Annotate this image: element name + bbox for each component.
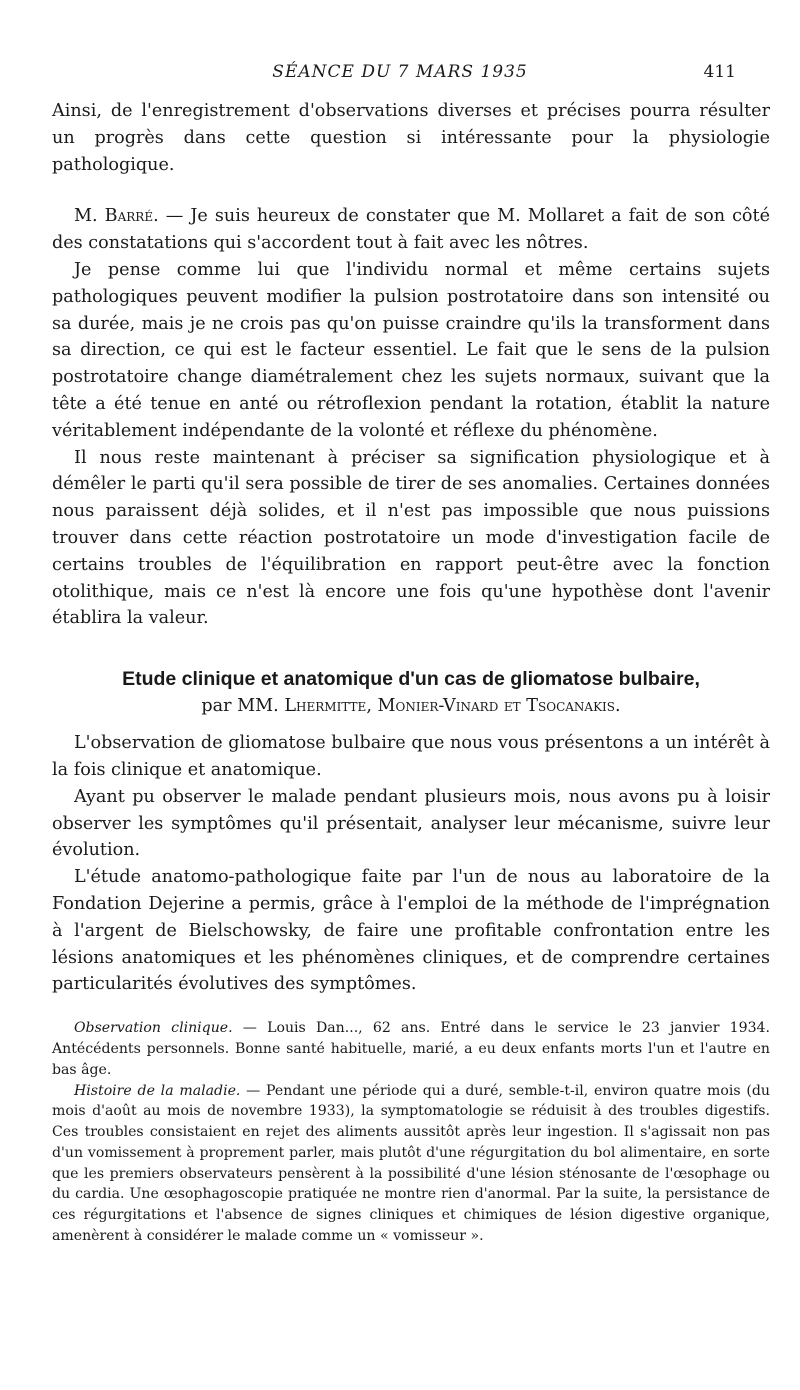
article-paragraph: Ayant pu observer le malade pendant plusieurs mois, nous avons pu à loisir observer les symptômes qu'il présentait, analyser leur mécanisme, suivre leur évolution. <box>52 786 770 861</box>
history-paragraph <box>52 1081 770 1247</box>
barre-remark <box>52 203 770 257</box>
discussion-paragraph: Je pense comme lui que l'individu normal et même certains sujets pathologiques peuvent modifier la pulsion postrotatoire dans son intensité ou sa durée, mais je ne crois pas qu'on puisse craindre qu'ils la transforment dans sa direction, ce qui est le facteur essentiel. Le fait que le sens de la pulsion postrotatoire change diamétralement chez les sujets normaux, suivant que la tête a été tenue en anté ou rétroflexion pendant la rotation, établit la nature véritablement indépendante de la volonté et réflexe du phénomène. <box>52 259 770 441</box>
authors-prefix: par MM. <box>201 696 285 717</box>
article-title: Etude clinique et anatomique d'un cas de gliomatose bulbaire, <box>122 668 700 691</box>
discussion-paragraph: Il nous reste maintenant à préciser sa signification physiologique et à démêler le parti qu'il sera possible de tirer de ses anomalies. Certaines données nous paraissent déjà solides, et il n'est pas impossible que nous puissions trouver dans cette réaction postrotatoire un mode d'investigation facile de certains troubles de l'équilibration en rapport peut-être avec la fonction otolithique, mais ce n'est là encore une fois qu'une hypothèse dont l'avenir établira la valeur. <box>52 447 770 629</box>
author-names: Lhermitte, Monier-Vinard et Tsocanakis. <box>284 696 621 717</box>
history-label: Histoire de la maladie. <box>74 1082 241 1099</box>
observation-label: Observation clinique. <box>74 1020 233 1037</box>
observation-section <box>52 1018 770 1247</box>
page-body <box>52 98 770 1247</box>
speaker-name: M. Barré. <box>74 206 159 227</box>
history-text: — Pendant une période qui a duré, semble-t-il, environ quatre mois (du mois d'août au mois de novembre 1933), la symptomatologie se réduisit à des troubles digestifs. Ces troubles consistaient en rejet des aliments aussitôt après leur ingestion. Il s'agissait non pas d'un vomissement à proprement parler, mais plutôt d'une régurgitation du bol alimentaire, en sorte que les premiers observateurs pensèrent à la possibilité d'une lésion sténosante de l'œsophage ou du cardia. Une œsophagoscopie pratiquée ne montre rien d'anormal. Par la suite, la persistance de ces régurgitations et l'absence de signes cliniques et chimiques de lésion digestive organique, amenèrent à considérer le malade comme un « vomisseur ». <box>52 1082 770 1245</box>
article-authors <box>52 693 770 720</box>
page-header <box>0 62 800 88</box>
observation-paragraph <box>52 1018 770 1080</box>
article-paragraph: L'observation de gliomatose bulbaire que nous vous présentons a un intérêt à la fois clinique et anatomique. <box>52 733 770 780</box>
running-title: SÉANCE DU 7 MARS 1935 <box>272 62 528 82</box>
discussion-paragraph: Ainsi, de l'enregistrement d'observations diverses et précises pourra résulter un progrès dans cette question si intéressante pour la physiologie pathologique. <box>52 101 770 175</box>
barre-remark-text: — Je suis heureux de constater que M. Mollaret a fait de son côté des constatations qui s'accordent tout à fait avec les nôtres. <box>52 206 770 254</box>
article-paragraph: L'étude anatomo-pathologique faite par l'un de nous au laboratoire de la Fondation Dejerine a permis, grâce à l'emploi de la méthode de l'imprégnation à l'argent de Bielschowsky, de faire une profitable confrontation entre les lésions anatomiques et les phénomènes cliniques, et de comprendre certaines particularités évolutives des symptômes. <box>52 867 770 995</box>
page-number: 411 <box>703 62 736 82</box>
observation-text: — Louis Dan..., 62 ans. Entré dans le service le 23 janvier 1934. Antécédents personnels. Bonne santé habituelle, marié, a eu deux enfants morts l'un et l'autre en bas âge. <box>52 1020 770 1078</box>
